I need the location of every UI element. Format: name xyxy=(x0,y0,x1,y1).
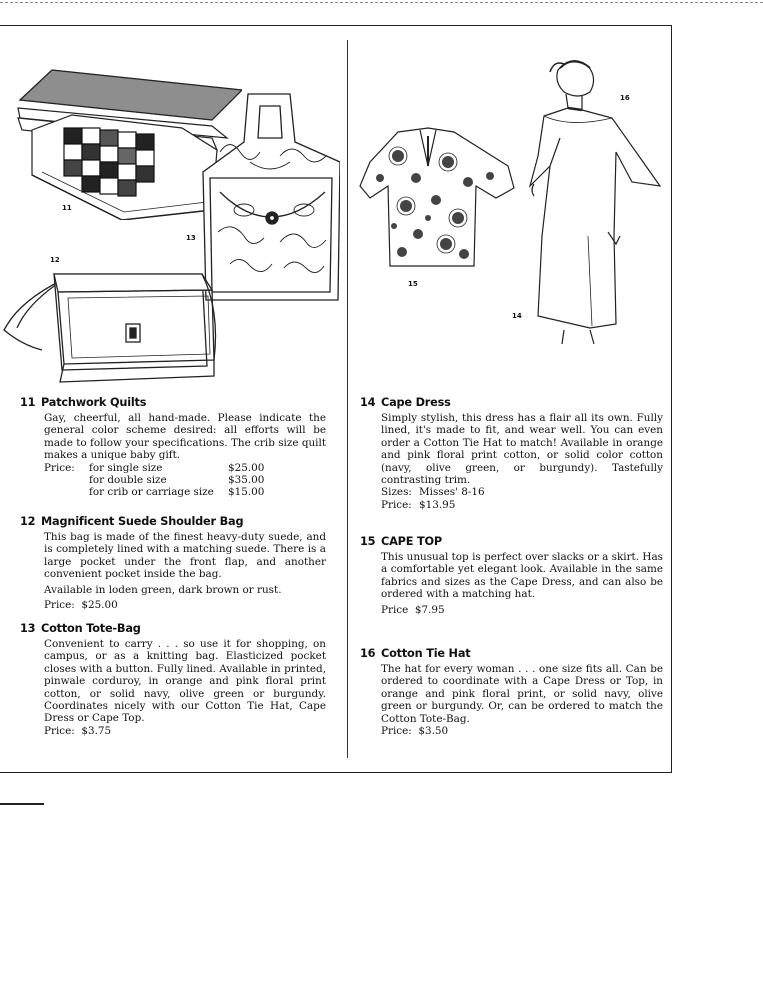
item-description: This unusual top is perfect over slacks or a skirt. Has a comfortable yet elegant look. Available in the same fabrics and sizes as the Cape Dress, and can also be ordered with a matching hat. xyxy=(381,551,663,601)
sizes-label: Sizes: xyxy=(381,486,412,499)
item-12-suede-shoulder-bag xyxy=(20,515,326,611)
column-divider xyxy=(347,40,348,758)
price-label: Price: xyxy=(381,498,412,511)
sizes-value: Misses' 8-16 xyxy=(419,486,485,499)
item-14-cape-dress xyxy=(360,396,663,511)
margin-stub-line xyxy=(0,803,44,805)
shoulder-bag-illustration xyxy=(2,270,222,388)
figure-label-13: 13 xyxy=(186,234,196,242)
price-label: Price xyxy=(381,603,409,616)
item-description: This bag is made of the finest heavy-duty suede, and is completely lined with a matching suede. There is a large pocket under the front flap, and another convenient pocket inside the bag. xyxy=(44,531,326,581)
item-15-cape-top xyxy=(360,535,663,616)
cape-top-illustration xyxy=(358,126,518,276)
item-number: 14 xyxy=(360,396,376,409)
item-title: Cotton Tote-Bag xyxy=(41,622,141,635)
item-number: 11 xyxy=(20,396,36,409)
figure-label-15: 15 xyxy=(408,280,418,288)
item-13-cotton-tote-bag xyxy=(20,622,326,737)
item-price-line xyxy=(44,725,326,737)
item-description: Simply stylish, this dress has a flair all its own. Fully lined, it's made to fit, and wear well. You can even order a Cotton Tie Hat to match! Available in orange and pink floral print cotton, or solid color cotton (navy, olive green, or burgundy). Tastefully contrasting trim. xyxy=(381,412,663,487)
item-description: Gay, cheerful, all hand-made. Please indicate the general color scheme desired: all efforts will be made to follow your specifications. The crib size quilt makes a unique baby gift. xyxy=(44,412,326,462)
item-title: Cotton Tie Hat xyxy=(381,647,471,660)
item-availability: Available in loden green, dark brown or rust. xyxy=(44,583,282,596)
item-title: Patchwork Quilts xyxy=(41,396,147,409)
item-16-cotton-tie-hat xyxy=(360,647,663,737)
figure-label-16: 16 xyxy=(620,94,630,102)
item-11-patchwork-quilts xyxy=(20,396,326,499)
price-row xyxy=(44,486,264,498)
item-title: Cape Dress xyxy=(381,396,451,409)
item-number: 12 xyxy=(20,515,36,528)
figure-label-12: 12 xyxy=(50,256,60,264)
item-title: CAPE TOP xyxy=(381,535,442,548)
price-size: for single size xyxy=(89,461,163,474)
item-price-line xyxy=(381,604,663,616)
price-size: for crib or carriage size xyxy=(89,486,214,499)
item-number: 15 xyxy=(360,535,376,548)
figure-label-14: 14 xyxy=(512,312,522,320)
item-price-line xyxy=(381,499,663,511)
cape-dress-figure-illustration xyxy=(520,56,670,346)
item-price-line xyxy=(44,599,326,611)
figure-label-11: 11 xyxy=(62,204,72,212)
price-amount: $15.00 xyxy=(228,486,265,499)
price-value: $3.75 xyxy=(81,724,112,737)
sizes-line xyxy=(381,486,663,498)
price-size: for double size xyxy=(89,474,167,487)
price-amount: $35.00 xyxy=(228,474,265,487)
item-price-line xyxy=(381,725,663,737)
price-label: Price: xyxy=(44,599,75,612)
price-amount: $25.00 xyxy=(228,461,265,474)
price-row xyxy=(44,462,264,474)
item-description: The hat for every woman . . . one size fits all. Can be ordered to coordinate with a Cape Dress or Top, in orange and pink floral print, or solid navy, olive green or burgundy. Or, can be ordered to match the Cotton Tote-Bag. xyxy=(381,663,663,725)
item-title: Magnificent Suede Shoulder Bag xyxy=(41,515,244,528)
price-value: $3.50 xyxy=(418,725,449,738)
top-dashed-rule xyxy=(0,2,763,3)
item-number: 13 xyxy=(20,622,36,635)
price-value: $25.00 xyxy=(81,599,118,612)
price-label: Price: xyxy=(44,461,75,474)
price-label: Price: xyxy=(381,725,412,738)
price-label: Price: xyxy=(44,724,75,737)
price-value: $13.95 xyxy=(419,498,456,511)
item-number: 16 xyxy=(360,647,376,660)
price-table xyxy=(44,462,264,499)
price-value: $7.95 xyxy=(414,603,445,616)
price-row xyxy=(44,474,264,486)
item-description: Convenient to carry . . . so use it for shopping, on campus, or as a knitting bag. Elasticized pocket closes with a button. Fully lined. Available in printed, pinwale corduroy, in orange and pink floral print cotton, or solid navy, olive green or burgundy. Coordinates nicely with our Cotton Tie Hat, Cape Dress or Cape Top. xyxy=(44,638,326,725)
